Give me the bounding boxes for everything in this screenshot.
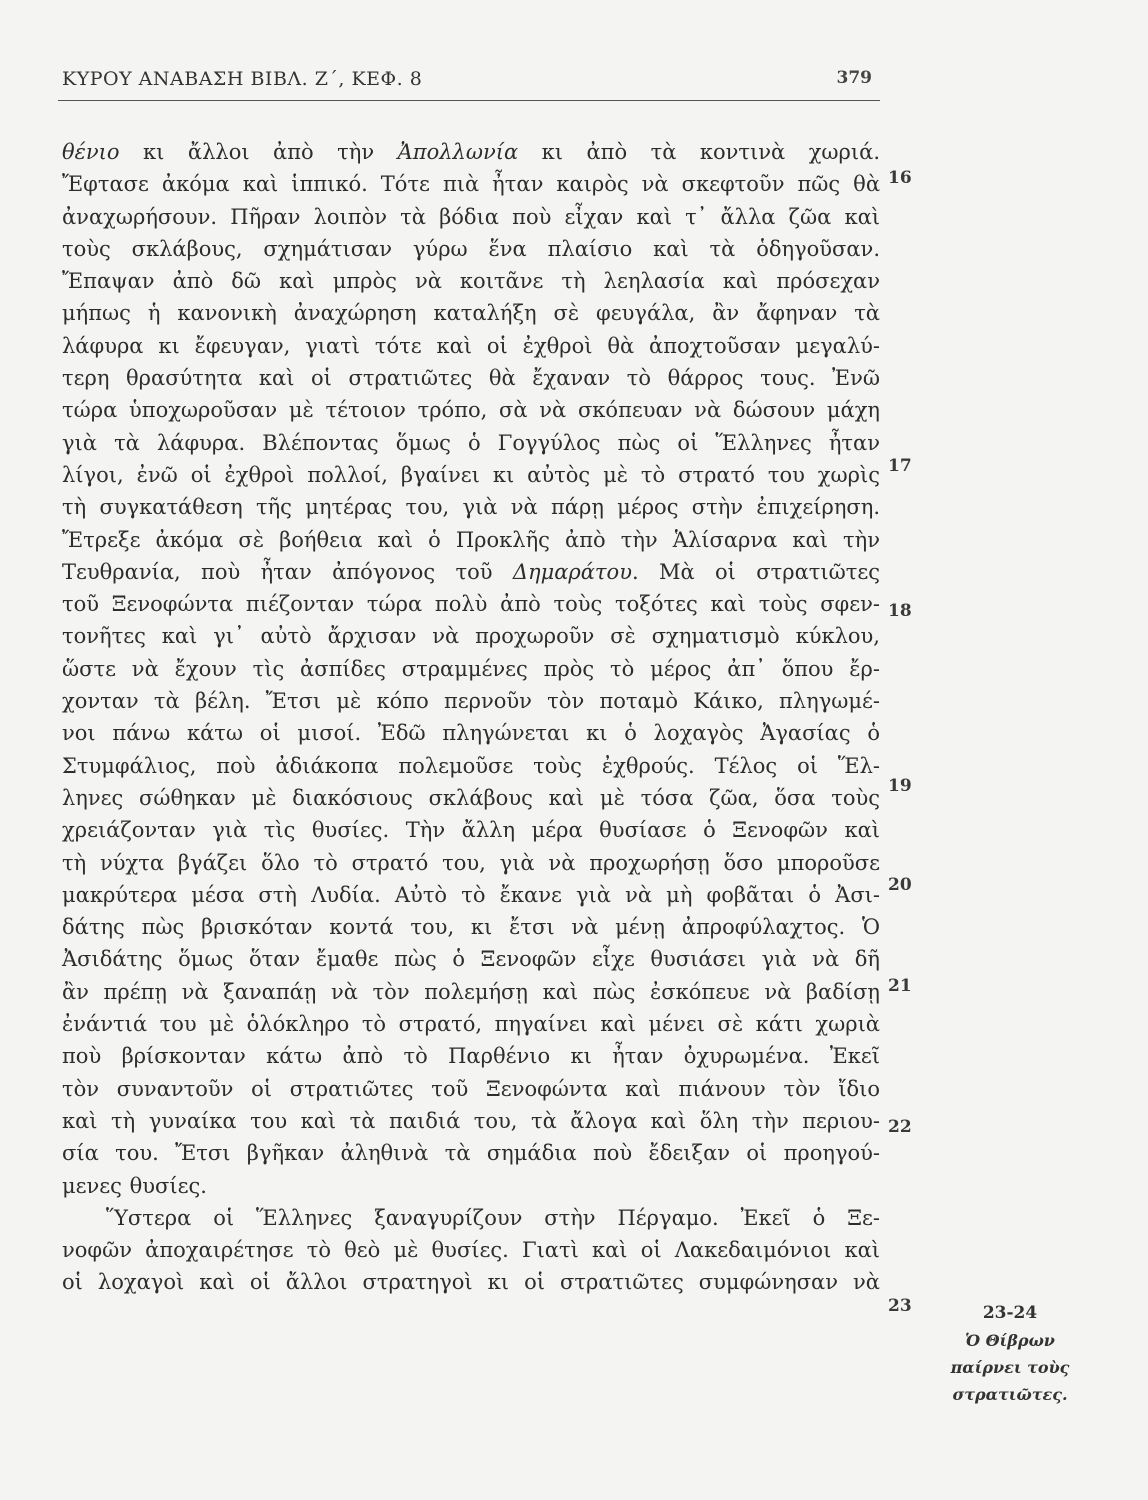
text-line: σία του. Ἔτσι βγῆκαν ἀληθινὰ τὰ σημάδια ποὺ ἔδειξαν οἱ προηγού- [62, 1141, 880, 1166]
text-line-paragraph-start: Ὕστερα οἱ Ἕλληνες ξαναγυρίζουν στὴν Πέργαμο. Ἐκεῖ ὁ Ξε- [106, 1205, 880, 1230]
text-line: ἐνάντιά του μὲ ὁλόκληρο τὸ στρατό, πηγαίνει καὶ μένει σὲ κάτι χωριὰ [62, 1012, 880, 1037]
sidenote-caption-line: στρατιῶτες. [952, 1385, 1068, 1404]
text-line: Ἀσιδάτης ὅμως ὅταν ἔμαθε πὼς ὁ Ξενοφῶν εἶχε θυσιάσει γιὰ νὰ δῆ [62, 947, 880, 972]
text-line: χονταν τὰ βέλη. Ἔτσι μὲ κόπο περνοῦν τὸν ποταμὸ Κάικο, πληγωμέ- [62, 689, 880, 714]
text-line: γιὰ τὰ λάφυρα. Βλέποντας ὅμως ὁ Γογγύλος πὼς οἱ Ἕλληνες ἦταν [62, 430, 880, 455]
text-line: ἀναχωρήσουν. Πῆραν λοιπὸν τὰ βόδια ποὺ εἶχαν καὶ τ᾽ ἄλλα ζῶα καὶ [62, 204, 880, 229]
text-line: τώρα ὑποχωροῦσαν μὲ τέτοιον τρόπο, σὰ νὰ σκόπευαν νὰ δώσουν μάχη [62, 398, 880, 423]
text-line: μακρύτερα μέσα στὴ Λυδία. Αὐτὸ τὸ ἔκανε γιὰ νὰ μὴ φοβᾶται ὁ Ἀσι- [62, 882, 880, 907]
text-line: λίγοι, ἐνῶ οἱ ἐχθροὶ πολλοί, βγαίνει κι αὐτὸς μὲ τὸ στρατό του χωρὶς [62, 462, 880, 487]
text-line: νοι πάνω κάτω οἱ μισοί. Ἐδῶ πληγώνεται κι ὁ λοχαγὸς Ἀγασίας ὁ [62, 721, 880, 746]
italic-place-name: Ἀπολλωνία [397, 140, 519, 164]
text-line: Στυμφάλιος, ποὺ ἀδιάκοπα πολεμοῦσε τοὺς ἐχθρούς. Τέλος οἱ Ἕλ- [62, 753, 880, 778]
sidenote-caption-line: παίρνει τοὺς [950, 1358, 1070, 1377]
text-span: κι ἀπὸ τὰ κοντινὰ χωριά. [518, 140, 880, 164]
text-line: ὥστε νὰ ἔχουν τὶς ἀσπίδες στραμμένες πρὸς τὸ μέρος ἀπ᾽ ὅπου ἔρ- [62, 656, 880, 681]
text-line: Ἔπαψαν ἀπὸ δῶ καὶ μπρὸς νὰ κοιτᾶνε τὴ λεηλασία καὶ πρόσεχαν [62, 269, 880, 294]
section-number: 22 [888, 1117, 912, 1137]
text-span: κι ἄλλοι ἀπὸ τὴν [119, 140, 398, 164]
section-number: 19 [888, 776, 912, 796]
section-number: 17 [888, 456, 912, 476]
text-line: Ἔφτασε ἀκόμα καὶ ἱππικό. Τότε πιὰ ἦταν καιρὸς νὰ σκεφτοῦν πῶς θὰ [62, 172, 880, 197]
sidenote-range: 23-24 [982, 1303, 1038, 1323]
text-line: ἂν πρέπῃ νὰ ξαναπάῃ νὰ τὸν πολεμήσῃ καὶ πὼς ἐσκόπευε νὰ βαδίσῃ [62, 979, 880, 1004]
text-line: τὴ νύχτα βγάζει ὅλο τὸ στρατό του, γιὰ νὰ προχωρήσῃ ὅσο μποροῦσε [62, 850, 880, 875]
section-number: 21 [888, 976, 912, 996]
text-line: τοὺς σκλάβους, σχημάτισαν γύρω ἕνα πλαίσιο καὶ τὰ ὁδηγοῦσαν. [62, 236, 880, 261]
text-line: μήπως ἡ κανονικὴ ἀναχώρηση καταλήξη σὲ φευγάλα, ἂν ἄφηναν τὰ [62, 301, 880, 326]
italic-word: θένιο [62, 140, 120, 164]
text-line: τερη θρασύτητα καὶ οἱ στρατιῶτες θὰ ἔχαναν τὸ θάρρος τους. Ἐνῶ [62, 366, 880, 391]
text-line [62, 136, 880, 168]
section-number: 20 [888, 875, 912, 895]
text-line: δάτης πὼς βρισκόταν κοντά του, κι ἔτσι νὰ μένῃ ἀπροφύλαχτος. Ὁ [62, 915, 880, 940]
text-line: Ἔτρεξε ἀκόμα σὲ βοήθεια καὶ ὁ Προκλῆς ἀπὸ τὴν Ἁλίσαρνα καὶ τὴν [62, 527, 880, 552]
text-line: τὸν συναντοῦν οἱ στρατιῶτες τοῦ Ξενοφώντα καὶ πιάνουν τὸν ἴδιο [62, 1076, 880, 1101]
text-line: τὴ συγκατάθεση τῆς μητέρας του, γιὰ νὰ πάρῃ μέρος στὴν ἐπιχείρηση. [62, 495, 880, 520]
section-number: 16 [888, 168, 912, 188]
running-header [58, 62, 880, 101]
text-line: καὶ τὴ γυναίκα του καὶ τὰ παιδιά του, τὰ ἄλογα καὶ ὅλη τὴν περιου- [62, 1108, 880, 1133]
text-line: τοῦ Ξενοφώντα πιέζονταν τώρα πολὺ ἀπὸ τοὺς τοξότες καὶ τοὺς σφεν- [62, 592, 880, 617]
margin-sidenote [930, 1300, 1090, 1408]
text-span: Τευθρανία, ποὺ ἦταν ἀπόγονος τοῦ [62, 559, 513, 584]
page-number: 379 [836, 68, 872, 88]
section-number: 23 [888, 1296, 912, 1316]
body-text [62, 136, 880, 1299]
text-line [62, 556, 880, 588]
text-line: λάφυρα κι ἔφευγαν, γιατὶ τότε καὶ οἱ ἐχθροὶ θὰ ἀποχτοῦσαν μεγαλύ- [62, 333, 880, 358]
text-line: οἱ λοχαγοὶ καὶ οἱ ἄλλοι στρατηγοὶ κι οἱ στρατιῶτες συμφώνησαν νὰ [62, 1270, 880, 1295]
italic-name: Δημαράτου [512, 559, 632, 584]
text-line: νοφῶν ἀποχαιρέτησε τὸ θεὸ μὲ θυσίες. Γιατὶ καὶ οἱ Λακεδαιμόνιοι καὶ [62, 1238, 880, 1263]
text-line: χρειάζονταν γιὰ τὶς θυσίες. Τὴν ἄλλη μέρα θυσίασε ὁ Ξενοφῶν καὶ [62, 818, 880, 843]
text-line: ποὺ βρίσκονταν κάτω ἀπὸ τὸ Παρθένιο κι ἦταν ὀχυρωμένα. Ἐκεῖ [62, 1044, 880, 1069]
text-line: ληνες σώθηκαν μὲ διακόσιους σκλάβους καὶ μὲ τόσα ζῶα, ὅσα τοὺς [62, 785, 880, 810]
text-span: . Μὰ οἱ στρατιῶτες [631, 559, 880, 584]
header-title: ΚΥΡΟΥ ΑΝΑΒΑΣΗ ΒΙΒΛ. Ζ΄, ΚΕΦ. 8 [62, 68, 423, 90]
text-line-paragraph-end: μενες θυσίες. [62, 1173, 207, 1198]
section-number: 18 [888, 601, 912, 621]
sidenote-caption-line: Ὁ Θίβρων [965, 1331, 1055, 1350]
text-line: τονῆτες καὶ γι᾽ αὐτὸ ἄρχισαν νὰ προχωροῦν σὲ σχηματισμὸ κύκλου, [62, 624, 880, 649]
